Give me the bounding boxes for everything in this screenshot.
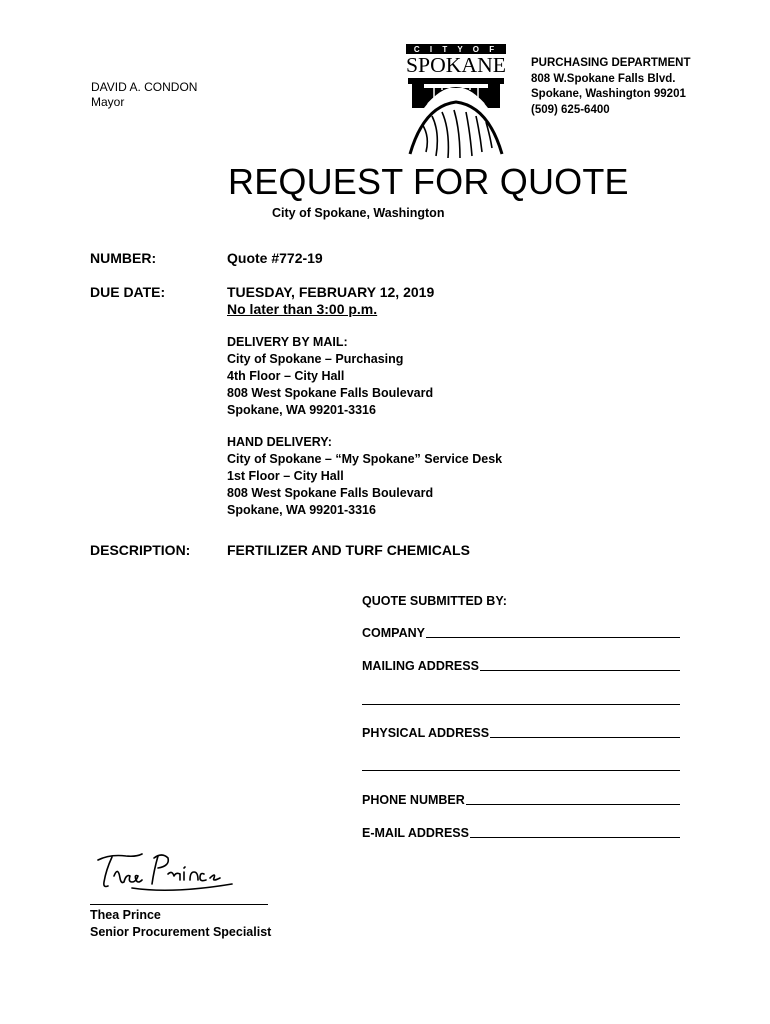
signer-title: Senior Procurement Specialist	[90, 925, 272, 939]
hand-delivery-line: 1st Floor – City Hall	[227, 469, 344, 483]
phone-number-field[interactable]	[362, 789, 680, 807]
physical-address-field[interactable]	[362, 722, 680, 740]
deadline-time: No later than 3:00 p.m.	[227, 301, 378, 317]
mailing-address-input-line-2[interactable]	[362, 703, 680, 705]
signer-name: Thea Prince	[90, 908, 161, 922]
phone-number-input-line[interactable]	[466, 803, 680, 805]
submission-heading-text: QUOTE SUBMITTED BY:	[362, 594, 507, 608]
company-input-line[interactable]	[426, 636, 680, 638]
mail-delivery-line: Spokane, WA 99201-3316	[227, 403, 376, 417]
handwritten-signature	[92, 848, 252, 898]
hand-delivery-line: 808 West Spokane Falls Boulevard	[227, 486, 434, 500]
purchasing-department-block	[531, 56, 691, 118]
company-field[interactable]	[362, 622, 680, 640]
mail-delivery-line: 808 West Spokane Falls Boulevard	[227, 386, 434, 400]
dept-address-line1: 808 W.Spokane Falls Blvd.	[531, 72, 676, 85]
physical-address-field-2[interactable]	[362, 755, 680, 773]
hand-delivery-block	[227, 434, 502, 519]
hand-delivery-heading: HAND DELIVERY:	[227, 435, 332, 449]
description-value: FERTILIZER AND TURF CHEMICALS	[227, 542, 470, 558]
mailing-address-field[interactable]	[362, 655, 680, 673]
phone-number-label: PHONE NUMBER	[362, 793, 465, 807]
dept-address-line2: Spokane, Washington 99201	[531, 88, 686, 100]
due-date-label: DUE DATE:	[90, 284, 166, 300]
company-label: COMPANY	[362, 626, 425, 640]
submission-heading	[362, 590, 680, 608]
city-of-spokane-logo	[404, 44, 508, 162]
mayor-block	[91, 80, 197, 110]
number-label: NUMBER:	[90, 250, 157, 266]
mayor-name: DAVID A. CONDON	[91, 80, 198, 94]
hand-delivery-line: City of Spokane – “My Spokane” Service Desk	[227, 452, 503, 466]
mail-delivery-line: 4th Floor – City Hall	[227, 369, 345, 383]
svg-text:SPOKANE: SPOKANE	[406, 53, 506, 77]
hand-delivery-line: Spokane, WA 99201-3316	[227, 503, 376, 517]
mailing-address-label: MAILING ADDRESS	[362, 659, 479, 673]
quote-number: Quote #772-19	[227, 250, 323, 266]
svg-text:C I T Y O F: C I T Y O F	[413, 45, 499, 54]
dept-phone: (509) 625-6400	[531, 103, 610, 116]
due-date-value: TUESDAY, FEBRUARY 12, 2019	[227, 284, 435, 300]
physical-address-input-line[interactable]	[490, 736, 680, 738]
signer-block	[90, 907, 271, 941]
document-subtitle: City of Spokane, Washington	[272, 206, 445, 220]
email-address-input-line[interactable]	[470, 836, 680, 838]
dept-name: PURCHASING DEPARTMENT	[531, 57, 691, 69]
mailing-address-input-line[interactable]	[480, 669, 680, 671]
physical-address-input-line-2[interactable]	[362, 769, 680, 771]
signature-line	[90, 904, 268, 905]
email-address-label: E-MAIL ADDRESS	[362, 826, 469, 840]
document-title: REQUEST FOR QUOTE	[228, 161, 629, 202]
email-address-field[interactable]	[362, 822, 680, 840]
physical-address-label: PHYSICAL ADDRESS	[362, 726, 490, 740]
description-label: DESCRIPTION:	[90, 542, 191, 558]
mayor-title: Mayor	[91, 95, 125, 109]
mailing-address-field-2[interactable]	[362, 689, 680, 707]
mail-delivery-heading: DELIVERY BY MAIL:	[227, 335, 348, 349]
mail-delivery-block	[227, 334, 433, 419]
mail-delivery-line: City of Spokane – Purchasing	[227, 352, 404, 366]
